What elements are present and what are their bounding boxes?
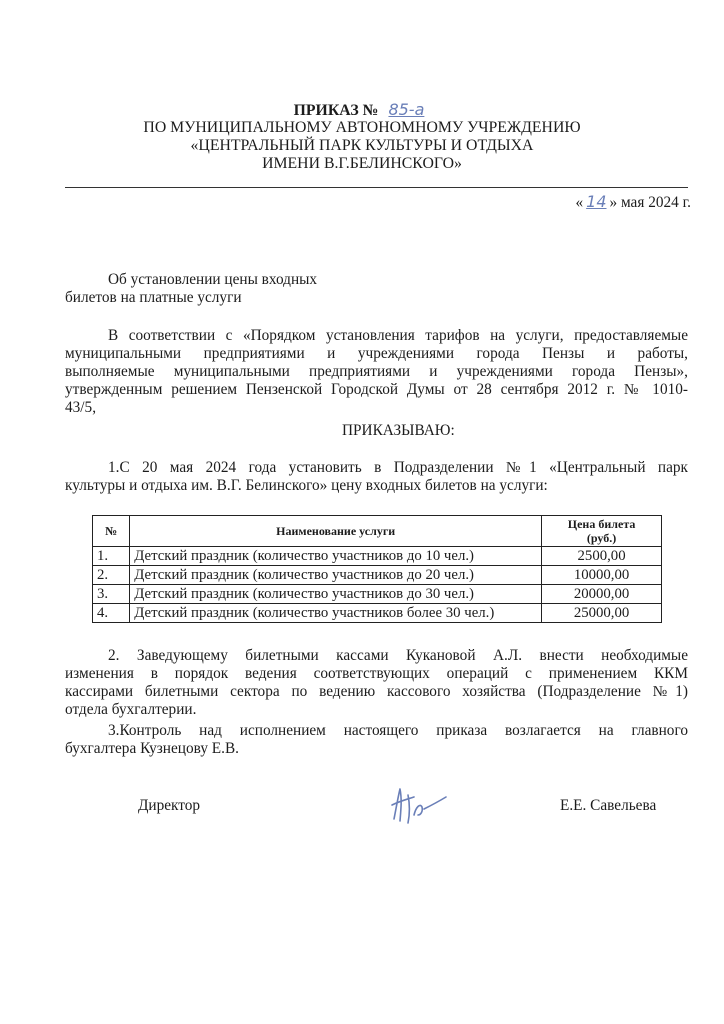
- row-price: 25000,00: [542, 604, 662, 623]
- header-price-line-1: Цена билета: [567, 517, 636, 531]
- item3-line-2: бухгалтера Кузнецову Е.В.: [65, 740, 239, 757]
- order-number-handwritten: 85-а: [388, 100, 425, 119]
- header-divider: [65, 187, 688, 188]
- institution-line-3: ИМЕНИ В.Г.БЕЛИНСКОГО»: [262, 155, 462, 172]
- header-price-line-2: (руб.): [586, 531, 617, 545]
- table-header-row: [93, 516, 662, 547]
- row-name: Детский праздник (количество участников более 30 чел.): [130, 604, 542, 623]
- item2-line-4: отдела бухгалтерии.: [65, 701, 197, 718]
- row-num: 1.: [93, 547, 130, 566]
- table-row: [93, 585, 662, 604]
- prices-table: [92, 515, 662, 623]
- row-num: 4.: [93, 604, 130, 623]
- table-row: [93, 566, 662, 585]
- preamble-line-1: В соответствии с «Порядком установления тарифов на услуги, предоставляемые: [108, 327, 688, 344]
- date-open-quote: «: [575, 194, 584, 211]
- order-word: ПРИКАЗЫВАЮ:: [342, 422, 455, 439]
- subject-line-1: Об установлении цены входных: [108, 271, 318, 288]
- order-date: [575, 193, 691, 212]
- subject-line-2: билетов на платные услуги: [65, 289, 242, 306]
- row-price: 10000,00: [542, 566, 662, 585]
- table-row: [93, 547, 662, 566]
- institution-line-2: «ЦЕНТРАЛЬНЫЙ ПАРК КУЛЬТУРЫ И ОТДЫХА: [190, 137, 534, 154]
- item1-line-1: 1.С 20 мая 2024 года установить в Подразделении №1 «Центральный парк: [108, 459, 688, 476]
- order-title: [0, 101, 724, 120]
- institution-line-1: ПО МУНИЦИПАЛЬНОМУ АВТОНОМНОМУ УЧРЕЖДЕНИЮ: [143, 119, 581, 136]
- date-rest: » мая 2024 г.: [609, 194, 691, 211]
- row-name: Детский праздник (количество участников до 10 чел.): [130, 547, 542, 566]
- item2-line-2: изменения в порядок ведения соответствующих операций с применением ККМ: [65, 665, 688, 682]
- table-row: [93, 604, 662, 623]
- row-price: 2500,00: [542, 547, 662, 566]
- row-num: 3.: [93, 585, 130, 604]
- row-name: Детский праздник (количество участников до 30 чел.): [130, 585, 542, 604]
- signature-name: Е.Е. Савельева: [560, 797, 657, 814]
- preamble-line-4: утвержденным решением Пензенской Городской Думы от 28 сентября 2012 г. № 1010-: [65, 381, 688, 398]
- order-prefix: ПРИКАЗ №: [293, 102, 379, 119]
- handwritten-signature: [388, 785, 450, 827]
- item2-line-3: кассирами билетными сектора по ведению кассового хозяйства (Подразделение №1): [65, 683, 688, 700]
- preamble-line-3: выполняемые муниципальными предприятиями и учреждениями города Пензы»,: [65, 363, 688, 380]
- item1-line-2: культуры и отдыха им. В.Г. Белинского» цену входных билетов на услуги:: [65, 477, 548, 494]
- header-num: №: [93, 516, 130, 547]
- preamble-line-2: муниципальными предприятиями и учреждениями города Пензы и работы,: [65, 345, 688, 362]
- row-price: 20000,00: [542, 585, 662, 604]
- row-num: 2.: [93, 566, 130, 585]
- header-name: Наименование услуги: [130, 516, 542, 547]
- item2-line-1: 2. Заведующему билетными кассами Кукановой А.Л. внести необходимые: [108, 647, 688, 664]
- preamble-line-5: 43/5,: [65, 399, 97, 416]
- header-price: [542, 516, 662, 547]
- signature-title: Директор: [138, 797, 201, 814]
- item3-line-1: 3.Контроль над исполнением настоящего приказа возлагается на главного: [108, 722, 688, 739]
- date-day-handwritten: 14: [586, 192, 607, 211]
- row-name: Детский праздник (количество участников до 20 чел.): [130, 566, 542, 585]
